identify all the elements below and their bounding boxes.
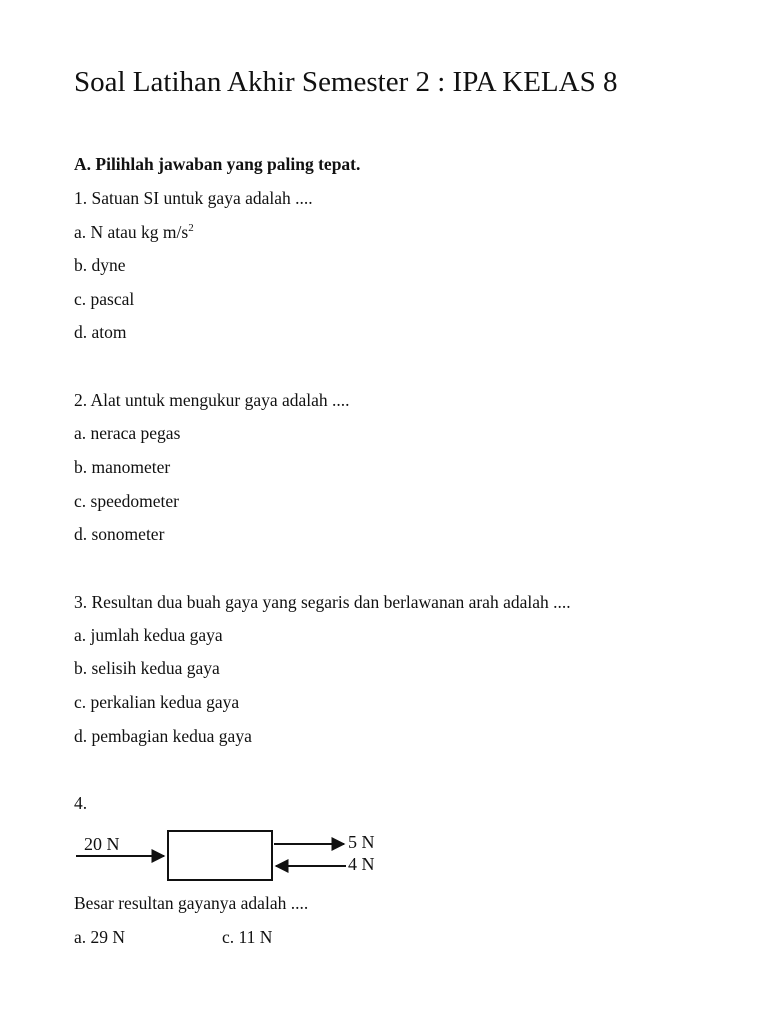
right-force-bottom-label: 4 N: [348, 854, 375, 874]
question-2-option-c: c. speedometer: [74, 491, 179, 511]
right-force-top-label: 5 N: [348, 832, 375, 852]
superscript-exponent: 2: [188, 222, 194, 234]
force-diagram: [74, 826, 394, 886]
page-title: Soal Latihan Akhir Semester 2 : IPA KELAS 8: [74, 66, 618, 98]
question-2-text: 2. Alat untuk mengukur gaya adalah ....: [74, 390, 350, 410]
question-2-option-d: d. sonometer: [74, 524, 165, 544]
question-3-option-d: d. pembagian kedua gaya: [74, 726, 252, 746]
question-1-option-d: d. atom: [74, 322, 127, 342]
question-4-number: 4.: [74, 793, 88, 813]
question-1-option-b: b. dyne: [74, 255, 126, 275]
question-1-option-a-text: a. N atau kg m/s: [74, 222, 189, 242]
question-4-text: Besar resultan gayanya adalah ....: [74, 893, 309, 913]
question-1-text: 1. Satuan SI untuk gaya adalah ....: [74, 188, 313, 208]
question-3-option-c: c. perkalian kedua gaya: [74, 692, 240, 712]
question-3-option-a: a. jumlah kedua gaya: [74, 625, 223, 645]
left-force-label: 20 N: [84, 834, 120, 854]
question-2-option-a: a. neraca pegas: [74, 423, 181, 443]
object-box: [168, 831, 272, 880]
section-heading: A. Pilihlah jawaban yang paling tepat.: [74, 154, 361, 174]
question-1-option-c: c. pascal: [74, 289, 135, 309]
question-3-text: 3. Resultan dua buah gaya yang segaris dan berlawanan arah adalah ....: [74, 592, 571, 612]
question-3-option-b: b. selisih kedua gaya: [74, 658, 220, 678]
question-4-option-a: a. 29 N: [74, 927, 126, 947]
question-4-option-c: c. 11 N: [222, 927, 273, 947]
question-2-option-b: b. manometer: [74, 457, 171, 477]
force-diagram-svg: [74, 826, 394, 886]
question-1-option-a: [74, 222, 194, 243]
